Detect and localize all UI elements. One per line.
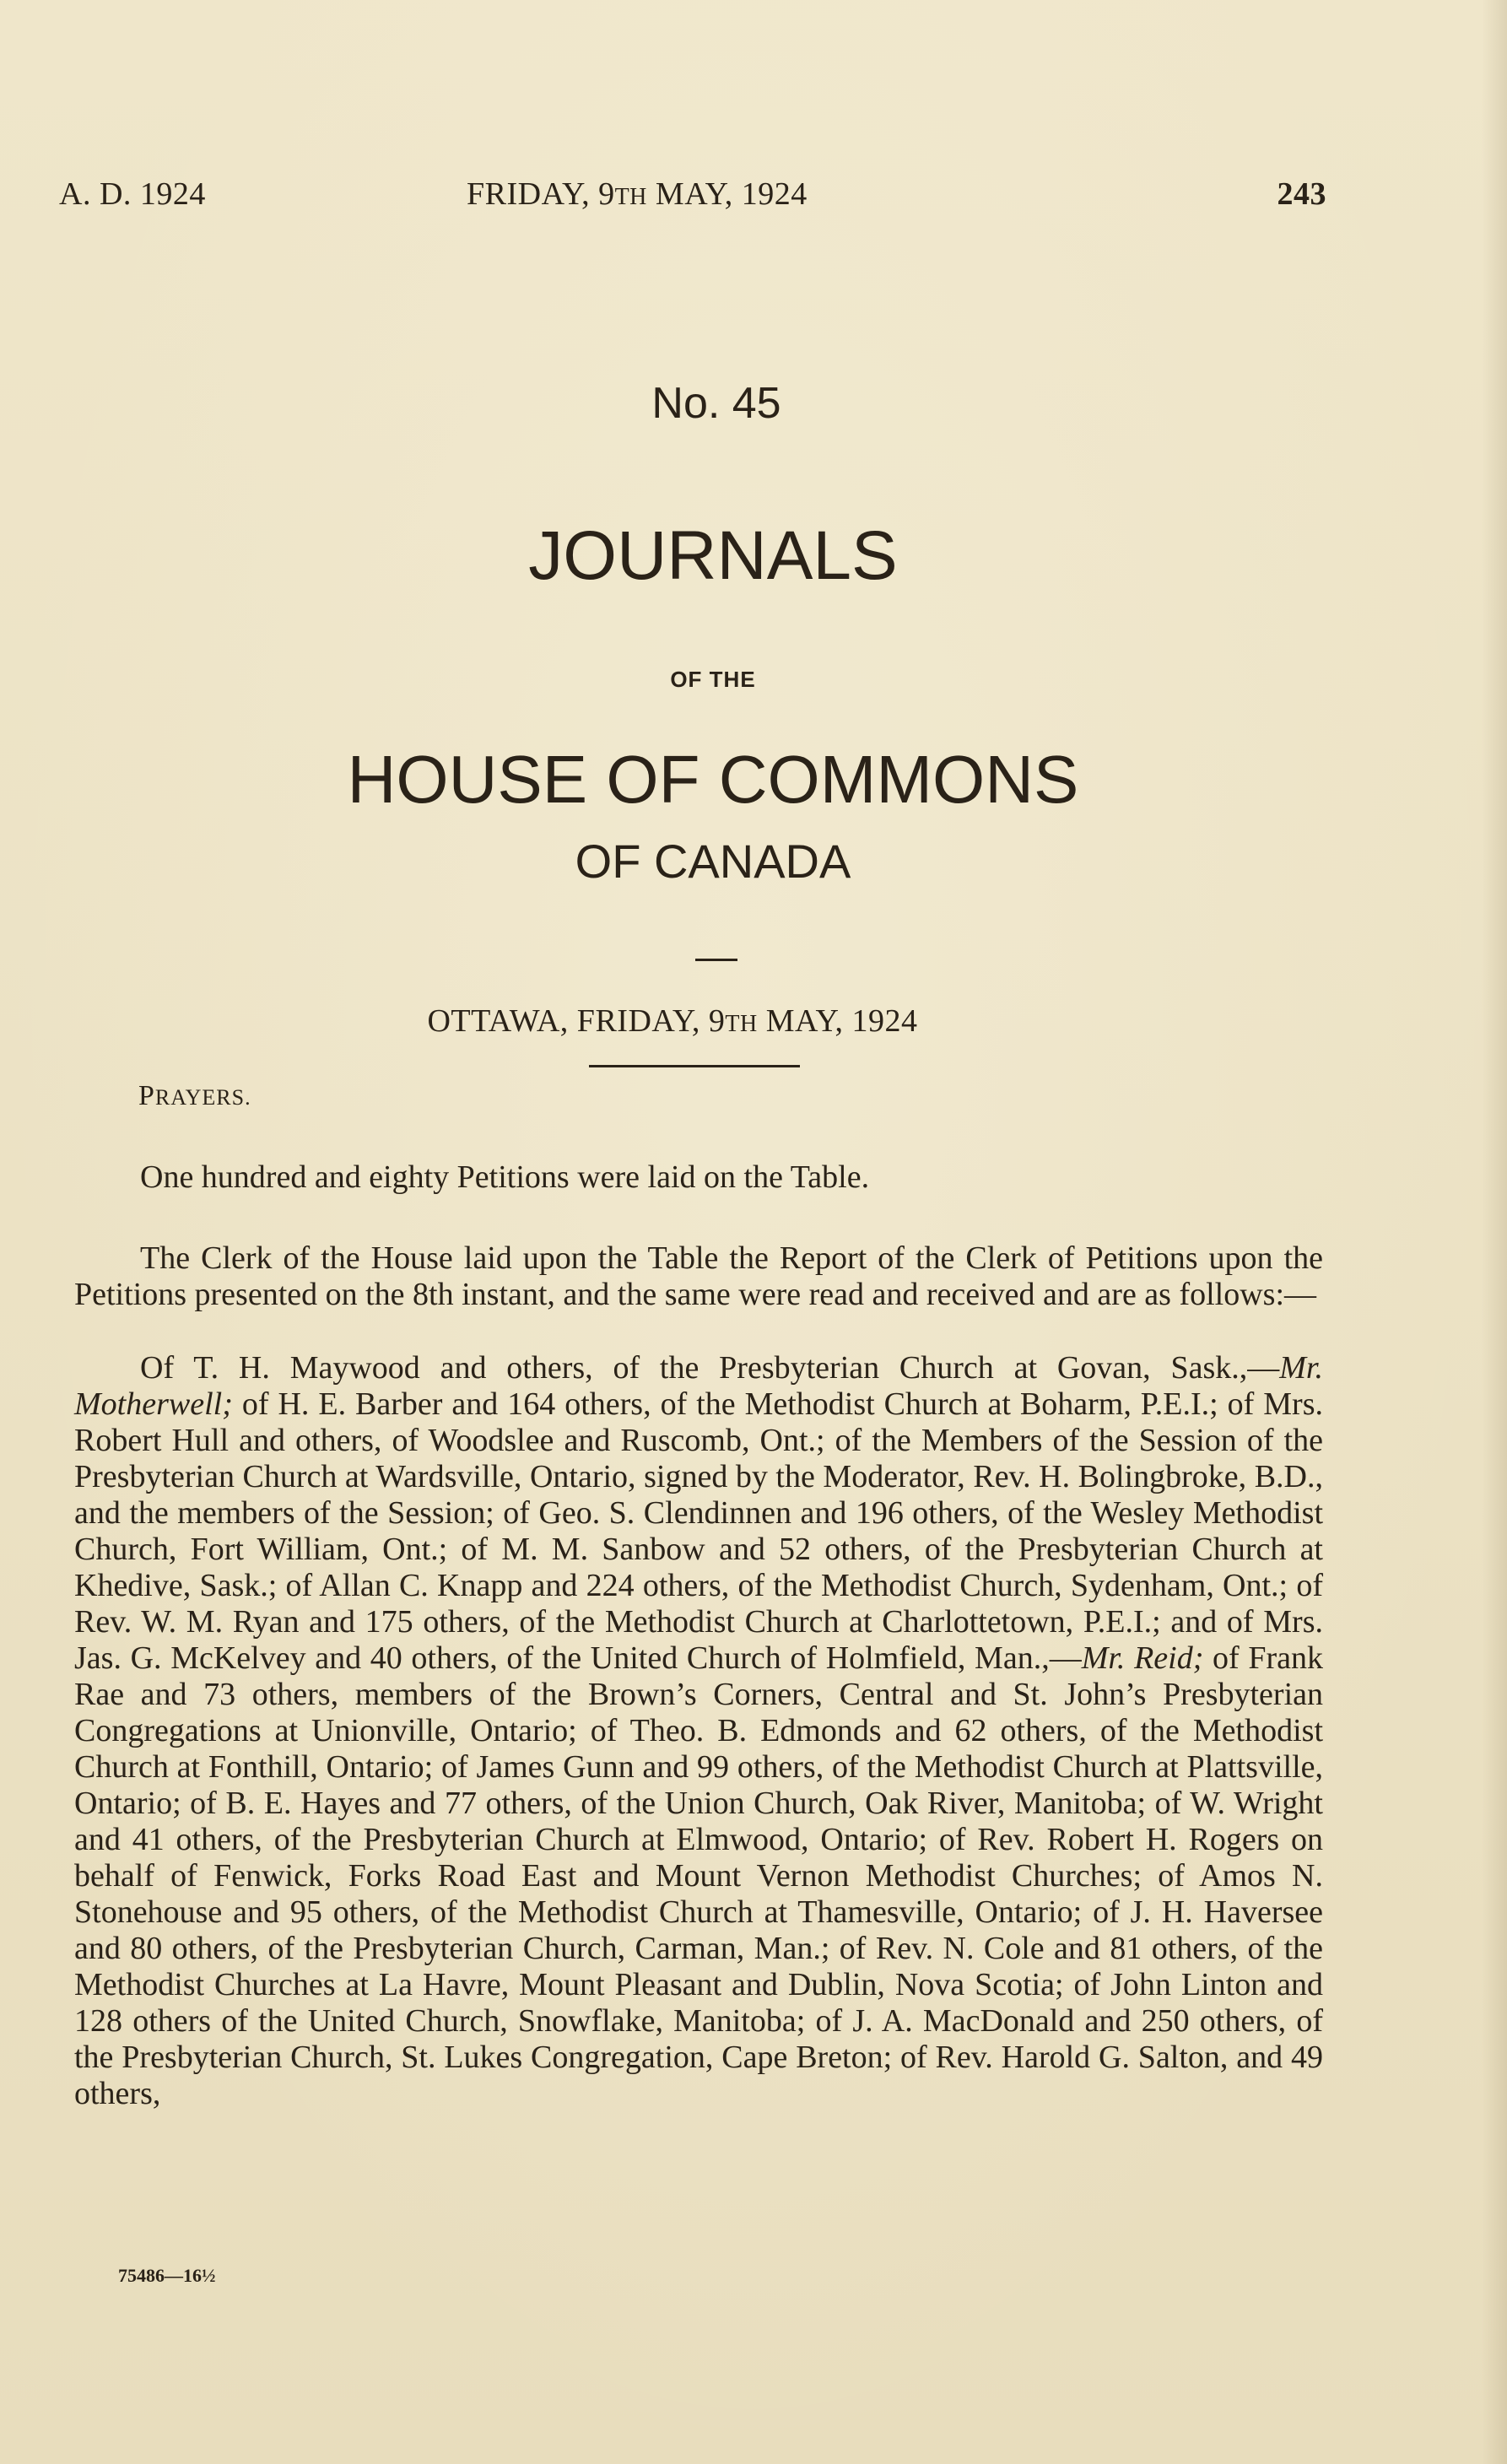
header-date-ordinal: TH: [614, 184, 647, 210]
dateline-text: [427, 1003, 958, 1039]
title-journals-text: JOURNALS: [528, 517, 898, 594]
header-year: A. D. 1924: [59, 176, 206, 212]
running-header: [59, 176, 1326, 218]
dateline-prefix: OTTAWA, FRIDAY, 9: [427, 1003, 726, 1039]
title-of-canada: [0, 834, 1507, 889]
title-of-the-text: OF THE: [670, 667, 756, 692]
prayers-heading: [138, 1080, 251, 1112]
header-date-prefix: FRIDAY, 9: [467, 176, 615, 212]
header-date-suffix: MAY, 1924: [646, 176, 808, 212]
page-edge-shadow: [1482, 0, 1507, 2464]
paragraph-petitions-laid: One hundred and eighty Petitions were laid on the Table.: [140, 1159, 870, 1195]
header-date: [467, 176, 808, 213]
divider-short: [695, 959, 737, 961]
issue-number-text: No. 45: [651, 379, 781, 428]
issue-number: [0, 378, 1507, 429]
petition-list-part-e: of Frank Rae and 73 others, members of the Brown’s Corners, Central and St. John’s Presbyterian Congregations at Unionville, Ontario; of Theo. B. Edmonds and 62 others, of the Methodist Church at Fonthill, Ontario; of James Gunn and 99 others, of the Methodist Church at Plattsville, Ontario; of B. E. Hayes and 77 others, of the Union Church, Oak River, Manitoba; of W. Wright and 41 others, of the Presbyterian Church at Elmwood, Ontario; of Rev. Robert H. Rogers on behalf of Fenwick, Forks Road East and Mount Vernon Methodist Churches; of Amos N. Stonehouse and 95 others, of the Methodist Church at Thamesville, Ontario; of J. H. Haversee and 80 others, of the Presbyterian Church, Carman, Man.; of Rev. N. Cole and 81 others, of the Methodist Churches at La Havre, Mount Pleasant and Dublin, Nova Scotia; of John Linton and 128 others of the United Church, Snowflake, Manitoba; of J. A. MacDonald and 250 others, of the Presbyterian Church, St. Lukes Congregation, Cape Breton; of Rev. Harold G. Salton, and 49 others,: [74, 1640, 1324, 2111]
dateline: [0, 1002, 1507, 1040]
petition-list-part-c: of H. E. Barber and 164 others, of the Methodist Church at Boharm, P.E.I.; of Mrs. Robert Hull and others, of Woodslee and Ruscomb, Ont.; of the Members of the Session of the Presbyterian Church at Wardsville, Ontario, signed by the Moderator, Rev. H. Bolingbroke, B.D., and the members of the Session; of Geo. S. Clendinnen and 196 others, of the Wesley Methodist Church, Fort William, Ont.; of M. M. Sanbow and 52 others, of the Presbyterian Church at Khedive, Sask.; of Allan C. Knapp and 224 others, of the Methodist Church, Sydenham, Ont.; of Rev. W. M. Ryan and 175 others, of the Methodist Church at Charlottetown, P.E.I.; and of Mrs. Jas. G. McKelvey and 40 others, of the United Church of Holmfield, Man.,—: [74, 1386, 1323, 1676]
title-journals: [0, 516, 1507, 596]
title-of-the: [0, 667, 1507, 693]
member-reid: Mr. Reid;: [1081, 1640, 1204, 1676]
petition-list-part-a: Of T. H. Maywood and others, of the Presbyterian Church at Govan, Sask.,—: [140, 1350, 1280, 1386]
page-number: 243: [1277, 176, 1326, 212]
dateline-ordinal: TH: [725, 1011, 758, 1037]
title-house-text: HOUSE OF COMMONS: [347, 742, 1079, 817]
prayers-initial: P: [138, 1080, 155, 1111]
printer-signature: 75486—16½: [118, 2265, 216, 2286]
member-motherwell: Mr. Motherwell;: [74, 1350, 1323, 1422]
title-canada-text: OF CANADA: [575, 835, 851, 888]
prayers-rest: RAYERS.: [154, 1085, 251, 1110]
paragraph-clerk-report: The Clerk of the House laid upon the Table the Report of the Clerk of Petitions upon the Petitions presented on the 8th instant, and the same were read and received and are as follows:—: [74, 1240, 1323, 1312]
dateline-suffix: MAY, 1924: [757, 1003, 918, 1039]
title-house-of-commons: [0, 741, 1507, 819]
paragraph-petition-list: [74, 1350, 1323, 2112]
divider-long: [589, 1065, 800, 1067]
